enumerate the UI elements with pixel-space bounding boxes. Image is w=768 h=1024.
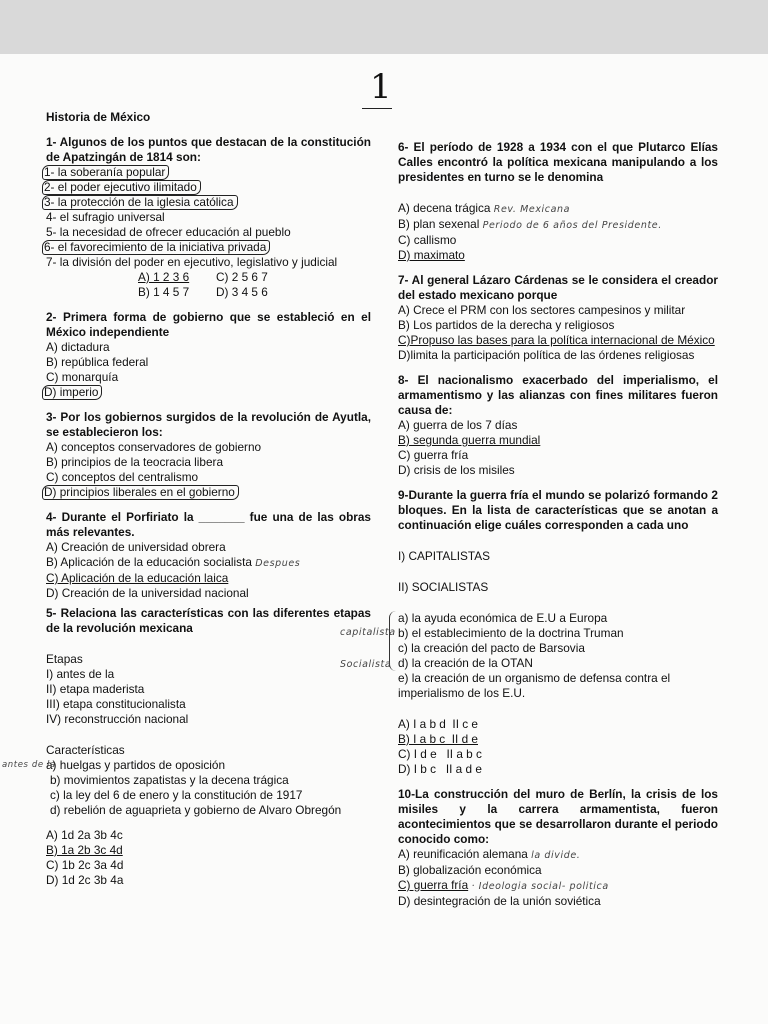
q8-option-a: A) guerra de los 7 días bbox=[398, 418, 518, 432]
etapa-4: IV) reconstrucción nacional bbox=[46, 712, 189, 726]
q1-item-2: 2- el poder ejecutivo ilimitado bbox=[42, 180, 201, 195]
question-9: 9-Durante la guerra fría el mundo se polarizó formando 2 bloques. En la lista de características que se anotan a continuación elige cuáles corresponden a cada uno bbox=[398, 488, 718, 532]
q1-answer-d: D) 3 4 5 6 bbox=[216, 285, 268, 299]
q9-option-c: C) I d e II a b c bbox=[398, 747, 482, 761]
document-title: Historia de México bbox=[46, 110, 151, 124]
q4-option-c: C) Aplicación de la educación laica bbox=[46, 571, 229, 585]
q1-answer-b: B) 1 4 5 7 bbox=[138, 285, 190, 299]
q8-option-d: D) crisis de los misiles bbox=[398, 463, 515, 477]
caracteristica-d: d) rebelión de aguaprieta y gobierno de Alvaro Obregón bbox=[50, 803, 342, 817]
q9-group-1: I) CAPITALISTAS bbox=[398, 549, 490, 563]
q1-answer-a: A) 1 2 3 6 bbox=[138, 270, 190, 284]
q6-option-b: B) plan sexenal bbox=[398, 217, 480, 231]
q5-handwritten-note: antes de la bbox=[2, 760, 56, 770]
q4-option-d: D) Creación de la universidad nacional bbox=[46, 586, 249, 600]
q4-handwritten-note: Despues bbox=[255, 558, 301, 569]
q9-item-a: a) la ayuda económica de E.U a Europa bbox=[398, 611, 608, 625]
q1-item-1: 1- la soberanía popular bbox=[42, 165, 169, 180]
question-7: 7- Al general Lázaro Cárdenas se le considera el creador del estado mexicano porque bbox=[398, 273, 718, 302]
q1-answer-c: C) 2 5 6 7 bbox=[216, 270, 268, 284]
q10-option-a: A) reunificación alemana bbox=[398, 847, 528, 861]
q9-note-capitalista: capitalista bbox=[340, 627, 396, 638]
caracteristica-b: b) movimientos zapatistas y la decena trágica bbox=[50, 773, 289, 787]
caracteristicas-heading: Características bbox=[46, 743, 125, 757]
question-4: 4- Durante el Porfiriato la _______ fue una de las obras más relevantes. bbox=[46, 510, 371, 539]
q9-option-b: B) I a b c II d e bbox=[398, 732, 478, 746]
q7-option-a: A) Crece el PRM con los sectores campesinos y militar bbox=[398, 303, 686, 317]
question-6: 6- El período de 1928 a 1934 con el que Plutarco Elías Calles encontró la política mexicana manipulando a los presidentes en turno se le denomina bbox=[398, 140, 718, 184]
q10-option-c: C) guerra fría bbox=[398, 878, 469, 892]
q5-option-a: A) 1d 2a 3b 4c bbox=[46, 828, 123, 842]
q3-option-c: C) conceptos del centralismo bbox=[46, 470, 199, 484]
q10-note-c: · Ideologia social- politica bbox=[471, 881, 609, 892]
q2-option-c: C) monarquía bbox=[46, 370, 119, 384]
q6-note-a: Rev. Mexicana bbox=[493, 204, 571, 215]
q2-option-b: B) república federal bbox=[46, 355, 149, 369]
q5-option-b: B) 1a 2b 3c 4d bbox=[46, 843, 123, 857]
page-number: 1 bbox=[370, 67, 392, 107]
q2-option-d: D) imperio bbox=[42, 385, 102, 400]
q1-item-5: 5- la necesidad de ofrecer educación al pueblo bbox=[46, 225, 291, 239]
q6-option-a: A) decena trágica bbox=[398, 201, 491, 215]
q9-item-d: d) la creación de la OTAN bbox=[398, 656, 533, 670]
q1-item-4: 4- el sufragio universal bbox=[46, 210, 165, 224]
q6-option-d: D) maximato bbox=[398, 248, 465, 262]
question-10: 10-La construcción del muro de Berlín, la crisis de los misiles y la carrera armamentista, fueron acontecimientos que se desarrollaron durante el periodo conocido como: bbox=[398, 787, 718, 846]
q4-option-b: B) Aplicación de la educación socialista bbox=[46, 555, 252, 569]
left-column bbox=[2, 110, 371, 888]
q1-item-3: 3- la protección de la iglesia católica bbox=[42, 195, 238, 210]
q9-option-d: D) I b c II a d e bbox=[398, 762, 482, 776]
q10-note-a: la divide. bbox=[531, 850, 581, 861]
etapas-heading: Etapas bbox=[46, 652, 83, 666]
q1-item-7: 7- la división del poder en ejecutivo, legislativo y judicial bbox=[46, 255, 338, 269]
q9-item-c: c) la creación del pacto de Barsovia bbox=[398, 641, 585, 655]
q6-option-c: C) callismo bbox=[398, 233, 457, 247]
question-1: 1- Algunos de los puntos que destacan de la constitución de Apatzingán de 1814 son: bbox=[46, 135, 371, 164]
q7-option-c: C)Propuso las bases para la política internacional de México bbox=[398, 333, 715, 347]
q10-option-b: B) globalización económica bbox=[398, 863, 542, 877]
q3-option-a: A) conceptos conservadores de gobierno bbox=[46, 440, 262, 454]
caracteristica-c: c) la ley del 6 de enero y la constitución de 1917 bbox=[50, 788, 303, 802]
question-8: 8- El nacionalismo exacerbado del imperialismo, el armamentismo y las alianzas con fines militares fueron causa de: bbox=[398, 373, 718, 417]
q5-option-d: D) 1d 2c 3b 4a bbox=[46, 873, 124, 887]
q3-option-d: D) principios liberales en el gobierno bbox=[42, 485, 239, 500]
right-column bbox=[340, 140, 718, 909]
q7-option-b: B) Los partidos de la derecha y religiosos bbox=[398, 318, 615, 332]
q9-item-e: e) la creación de un organismo de defensa contra el imperialismo de los E.U. bbox=[398, 671, 671, 700]
etapa-3: III) etapa constitucionalista bbox=[46, 697, 186, 711]
question-2: 2- Primera forma de gobierno que se estableció en el México independiente bbox=[46, 310, 371, 339]
q4-option-a: A) Creación de universidad obrera bbox=[46, 540, 226, 554]
q9-group-2: II) SOCIALISTAS bbox=[398, 580, 489, 594]
q1-item-6: 6- el favorecimiento de la iniciativa privada bbox=[42, 240, 270, 255]
etapa-2: II) etapa maderista bbox=[46, 682, 145, 696]
q9-note-socialista: Socialista bbox=[340, 659, 392, 670]
q8-option-b: B) segunda guerra mundial bbox=[398, 433, 541, 447]
q9-item-b: b) el establecimiento de la doctrina Truman bbox=[398, 626, 624, 640]
q9-option-a: A) I a b d II c e bbox=[398, 717, 478, 731]
q7-option-d: D)limita la participación política de las órdenes religiosas bbox=[398, 348, 695, 362]
etapa-1: I) antes de la bbox=[46, 667, 115, 681]
q8-option-c: C) guerra fría bbox=[398, 448, 469, 462]
question-5: 5- Relaciona las características con las diferentes etapas de la revolución mexicana bbox=[46, 606, 371, 635]
q3-option-b: B) principios de la teocracia libera bbox=[46, 455, 224, 469]
caracteristica-a: a) huelgas y partidos de oposición bbox=[46, 758, 226, 772]
question-3: 3- Por los gobiernos surgidos de la revolución de Ayutla, se establecieron los: bbox=[46, 410, 371, 439]
q5-option-c: C) 1b 2c 3a 4d bbox=[46, 858, 124, 872]
q10-option-d: D) desintegración de la unión soviética bbox=[398, 894, 601, 908]
q6-note-b: Periodo de 6 años del Presidente. bbox=[482, 220, 662, 231]
q2-option-a: A) dictadura bbox=[46, 340, 110, 354]
